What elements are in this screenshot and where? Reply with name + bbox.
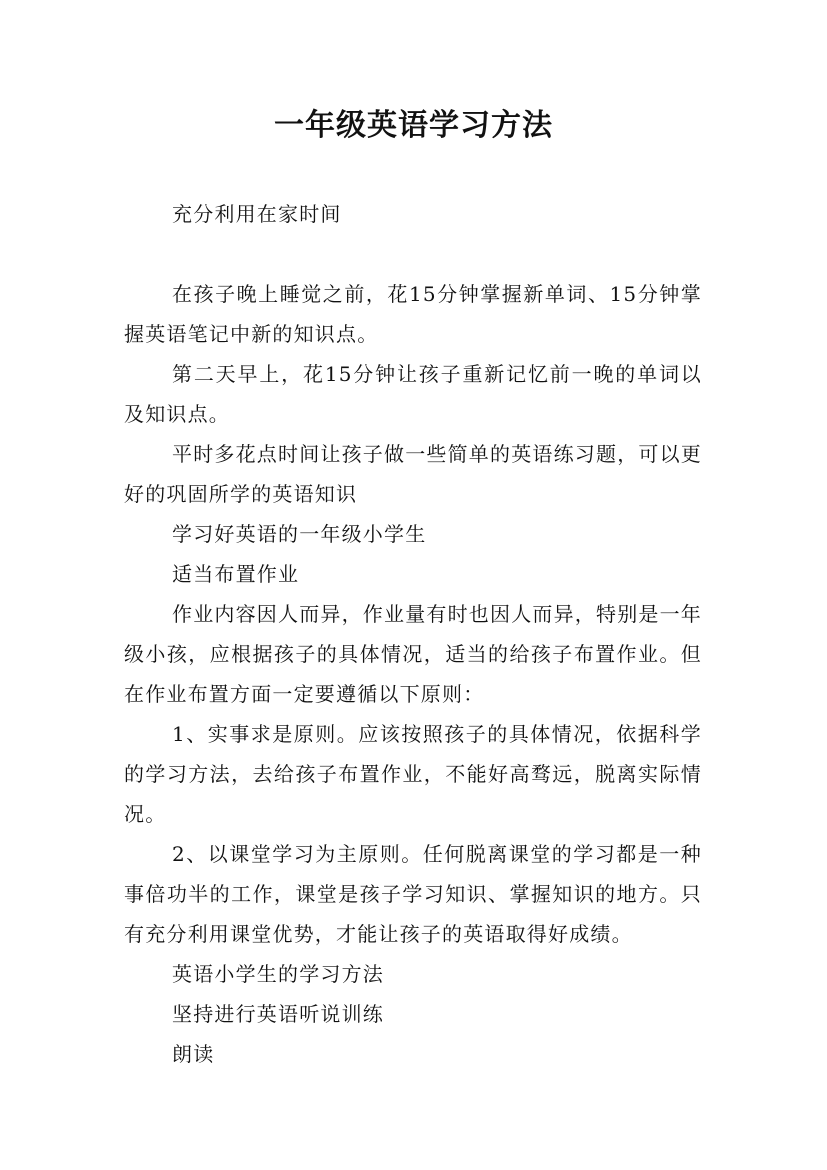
paragraph: 学习好英语的一年级小学生 — [172, 522, 427, 546]
paragraph: 平时多花点时间让孩子做一些简单的英语练习题，可以更好的巩固所学的英语知识 — [124, 442, 702, 506]
document-title: 一年级英语学习方法 — [274, 108, 553, 143]
paragraph: 朗读 — [172, 1042, 215, 1066]
document-body — [124, 274, 702, 1074]
paragraph: 适当布置作业 — [172, 562, 300, 586]
paragraph: 在孩子晚上睡觉之前，花15分钟掌握新单词、15分钟掌握英语笔记中新的知识点。 — [124, 282, 702, 346]
paragraph: 第二天早上，花15分钟让孩子重新记忆前一晚的单词以及知识点。 — [124, 362, 702, 426]
paragraph: 坚持进行英语听说训练 — [172, 1002, 384, 1026]
paragraph: 充分利用在家时间 — [172, 202, 342, 226]
paragraph: 作业内容因人而异，作业量有时也因人而异，特别是一年级小孩，应根据孩子的具体情况，适当的给孩子布置作业。但在作业布置方面一定要遵循以下原则： — [124, 602, 702, 706]
paragraph: 英语小学生的学习方法 — [172, 962, 384, 986]
paragraph: 2、以课堂学习为主原则。任何脱离课堂的学习都是一种事倍功半的工作，课堂是孩子学习知识、掌握知识的地方。只有充分利用课堂优势，才能让孩子的英语取得好成绩。 — [124, 842, 702, 946]
paragraph: 1、实事求是原则。应该按照孩子的具体情况，依据科学的学习方法，去给孩子布置作业，不能好高骛远，脱离实际情况。 — [124, 722, 702, 826]
